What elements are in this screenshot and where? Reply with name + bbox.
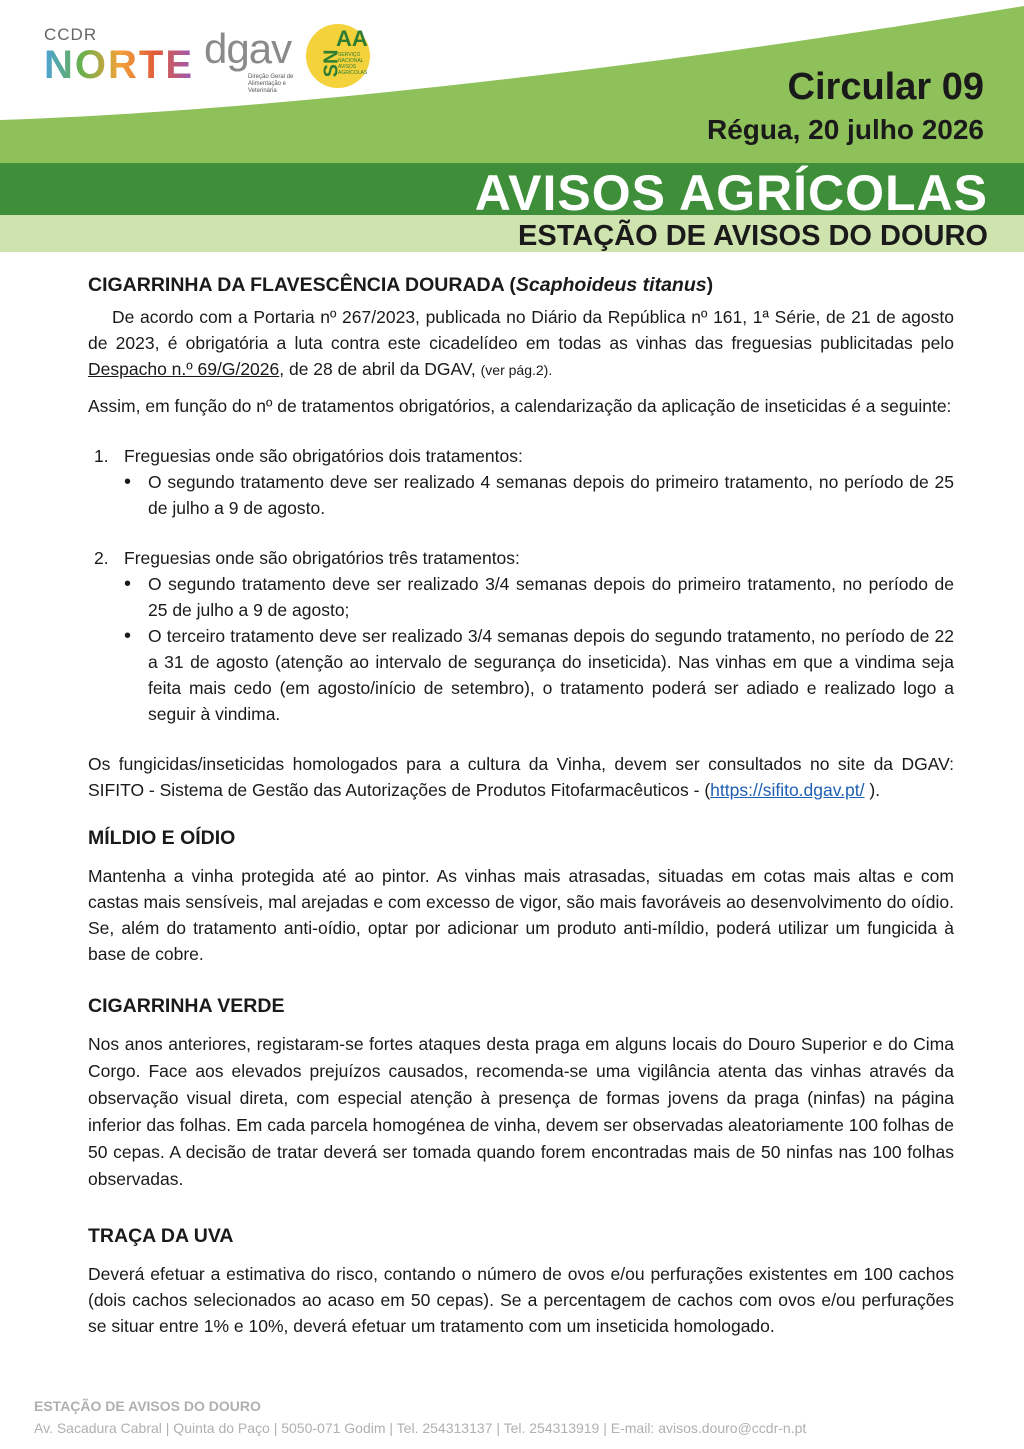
dgav-logo [204, 25, 304, 94]
bullet-item: • O terceiro tratamento deve ser realizado 3/4 semanas depois do segundo tratamento, no período de 22 a 31 de agosto (atenção ao intervalo de segurança do inseticida). Nas vinhas em que a vindima seja feita mais cedo (em agosto/início de setembro), o tratamento poderá ser adiado e realizado logo a seguir à vindima. [124, 623, 954, 727]
paragraph-cigarrinha-verde: Nos anos anteriores, registaram-se fortes ataques desta praga em alguns locais do Douro Superior e do Cima Corgo. Face aos elevados prejuízos causados, recomenda-se uma vigilância atenta das vinhas através da observação visual direta, com especial atenção à presença de formas jovens da praga (ninfas) na página inferior das folhas. Em cada parcela homogénea de vinha, devem ser observadas aleatoriamente 100 folhas de 50 cepas. A decisão de tratar deverá ser tomada quando forem encontradas mais de 50 ninfas nas 100 folhas observadas. [88, 1034, 954, 1189]
footer-title: ESTAÇÃO DE AVISOS DO DOURO [34, 1398, 261, 1414]
page-title: AVISOS AGRÍCOLAS [474, 165, 988, 221]
list-item [88, 545, 954, 727]
circular-date: Régua, 20 julho 2026 [707, 114, 984, 145]
bullet-item: • O segundo tratamento deve ser realizado 3/4 semanas depois do primeiro tratamento, no período de 25 de julho a 9 de agosto; [124, 571, 954, 623]
paragraph-traca: Deverá efetuar a estimativa do risco, contando o número de ovos e/ou perfurações existentes em 100 cachos (dois cachos selecionados ao acaso em 50 cepas). Se a percentagem de cachos com ovos e/ou perfurações se situar entre 1% e 10%, deverá efetuar um tratamento com um inseticida homologado. [88, 1264, 954, 1336]
ccdr-logo-top: CCDR [44, 25, 98, 44]
heading-text: CIGARRINHA DA FLAVESCÊNCIA DOURADA ( [88, 274, 516, 296]
section-heading-cigarrinha-verde: CIGARRINHA VERDE [88, 995, 285, 1017]
paragraph-text: ). [864, 780, 881, 800]
section-heading-flavescencia [88, 272, 954, 298]
ccdr-norte-logo [44, 26, 194, 86]
snaa-logo-sn: SN [320, 49, 343, 78]
snaa-logo [306, 22, 384, 92]
ccdr-logo-main: NORTE [44, 43, 194, 87]
list-label: Freguesias onde são obrigatórios três tratamentos: [124, 548, 520, 568]
list-item [88, 443, 954, 521]
bullet-item: • O segundo tratamento deve ser realizado 4 semanas depois do primeiro tratamento, no período de 25 de julho a 9 de agosto. [124, 469, 954, 521]
paragraph-mildio: Mantenha a vinha protegida até ao pintor. As vinhas mais atrasadas, situadas em cotas mais altas e com castas mais sensíveis, mal arejadas e com excesso de vigor, são mais favoráveis ao desenvolvimento do oídio. Se, além do tratamento anti-oídio, optar por adicionar um produto anti-míldio, poderá utilizar um fungicida à base de cobre. [88, 866, 954, 964]
dgav-logo-main: dgav [204, 25, 292, 72]
despacho-link[interactable]: Despacho n.º 69/G/2026 [88, 359, 280, 379]
dgav-logo-sub: Direção Geral de Alimentação e Veterinária [248, 74, 294, 94]
paragraph-text: De acordo com a Portaria nº 267/2023, publicada no Diário da República nº 161, 1ª Série, de 21 de agosto de 2023, é obrigatória a luta contra este cicadelídeo em todas as vinhas das freguesias publicitadas pelo [88, 307, 954, 353]
page-reference-note: (ver pág.2). [480, 362, 553, 378]
circular-number: Circular 09 [787, 66, 984, 108]
paragraph-text: , de 28 de abril da DGAV, [279, 359, 481, 379]
snaa-logo-sub: SERVIÇO NACIONAL AVISOS AGRÍCOLAS [338, 52, 368, 76]
section-heading-mildio: MÍLDIO E OÍDIO [88, 827, 236, 849]
paragraph-text: Os fungicidas/inseticidas homologados para a cultura da Vinha, devem ser consultados no site da DGAV: SIFITO - Sistema de Gestão das Autorizações de Produtos Fitofarmacêuticos - ( [88, 754, 954, 800]
page-subtitle: ESTAÇÃO DE AVISOS DO DOURO [518, 220, 988, 252]
footer-address: Av. Sacadura Cabral | Quinta do Paço | 5050-071 Godim | Tel. 254313137 | Tel. 254313919 | E-mail: avisos.douro@ccdr-n.pt [34, 1420, 807, 1436]
main-content [88, 272, 954, 1339]
treatment-list [88, 443, 954, 727]
bullet-list [124, 469, 954, 521]
heading-close: ) [706, 274, 714, 296]
bullet-list [124, 571, 954, 727]
heading-species: Scaphoideus titanus [515, 274, 707, 296]
list-number: 2. [94, 548, 109, 568]
sifito-link[interactable]: https://sifito.dgav.pt/ [710, 780, 865, 800]
paragraph-portaria [88, 304, 954, 383]
section-heading-traca: TRAÇA DA UVA [88, 1225, 234, 1247]
list-number: 1. [94, 446, 109, 466]
paragraph-sifito [88, 751, 954, 803]
list-label: Freguesias onde são obrigatórios dois tratamentos: [124, 446, 523, 466]
paragraph-calendar: Assim, em função do nº de tratamentos obrigatórios, a calendarização da aplicação de inseticidas é a seguinte: [88, 396, 952, 416]
snaa-logo-aa: AA [336, 26, 368, 51]
